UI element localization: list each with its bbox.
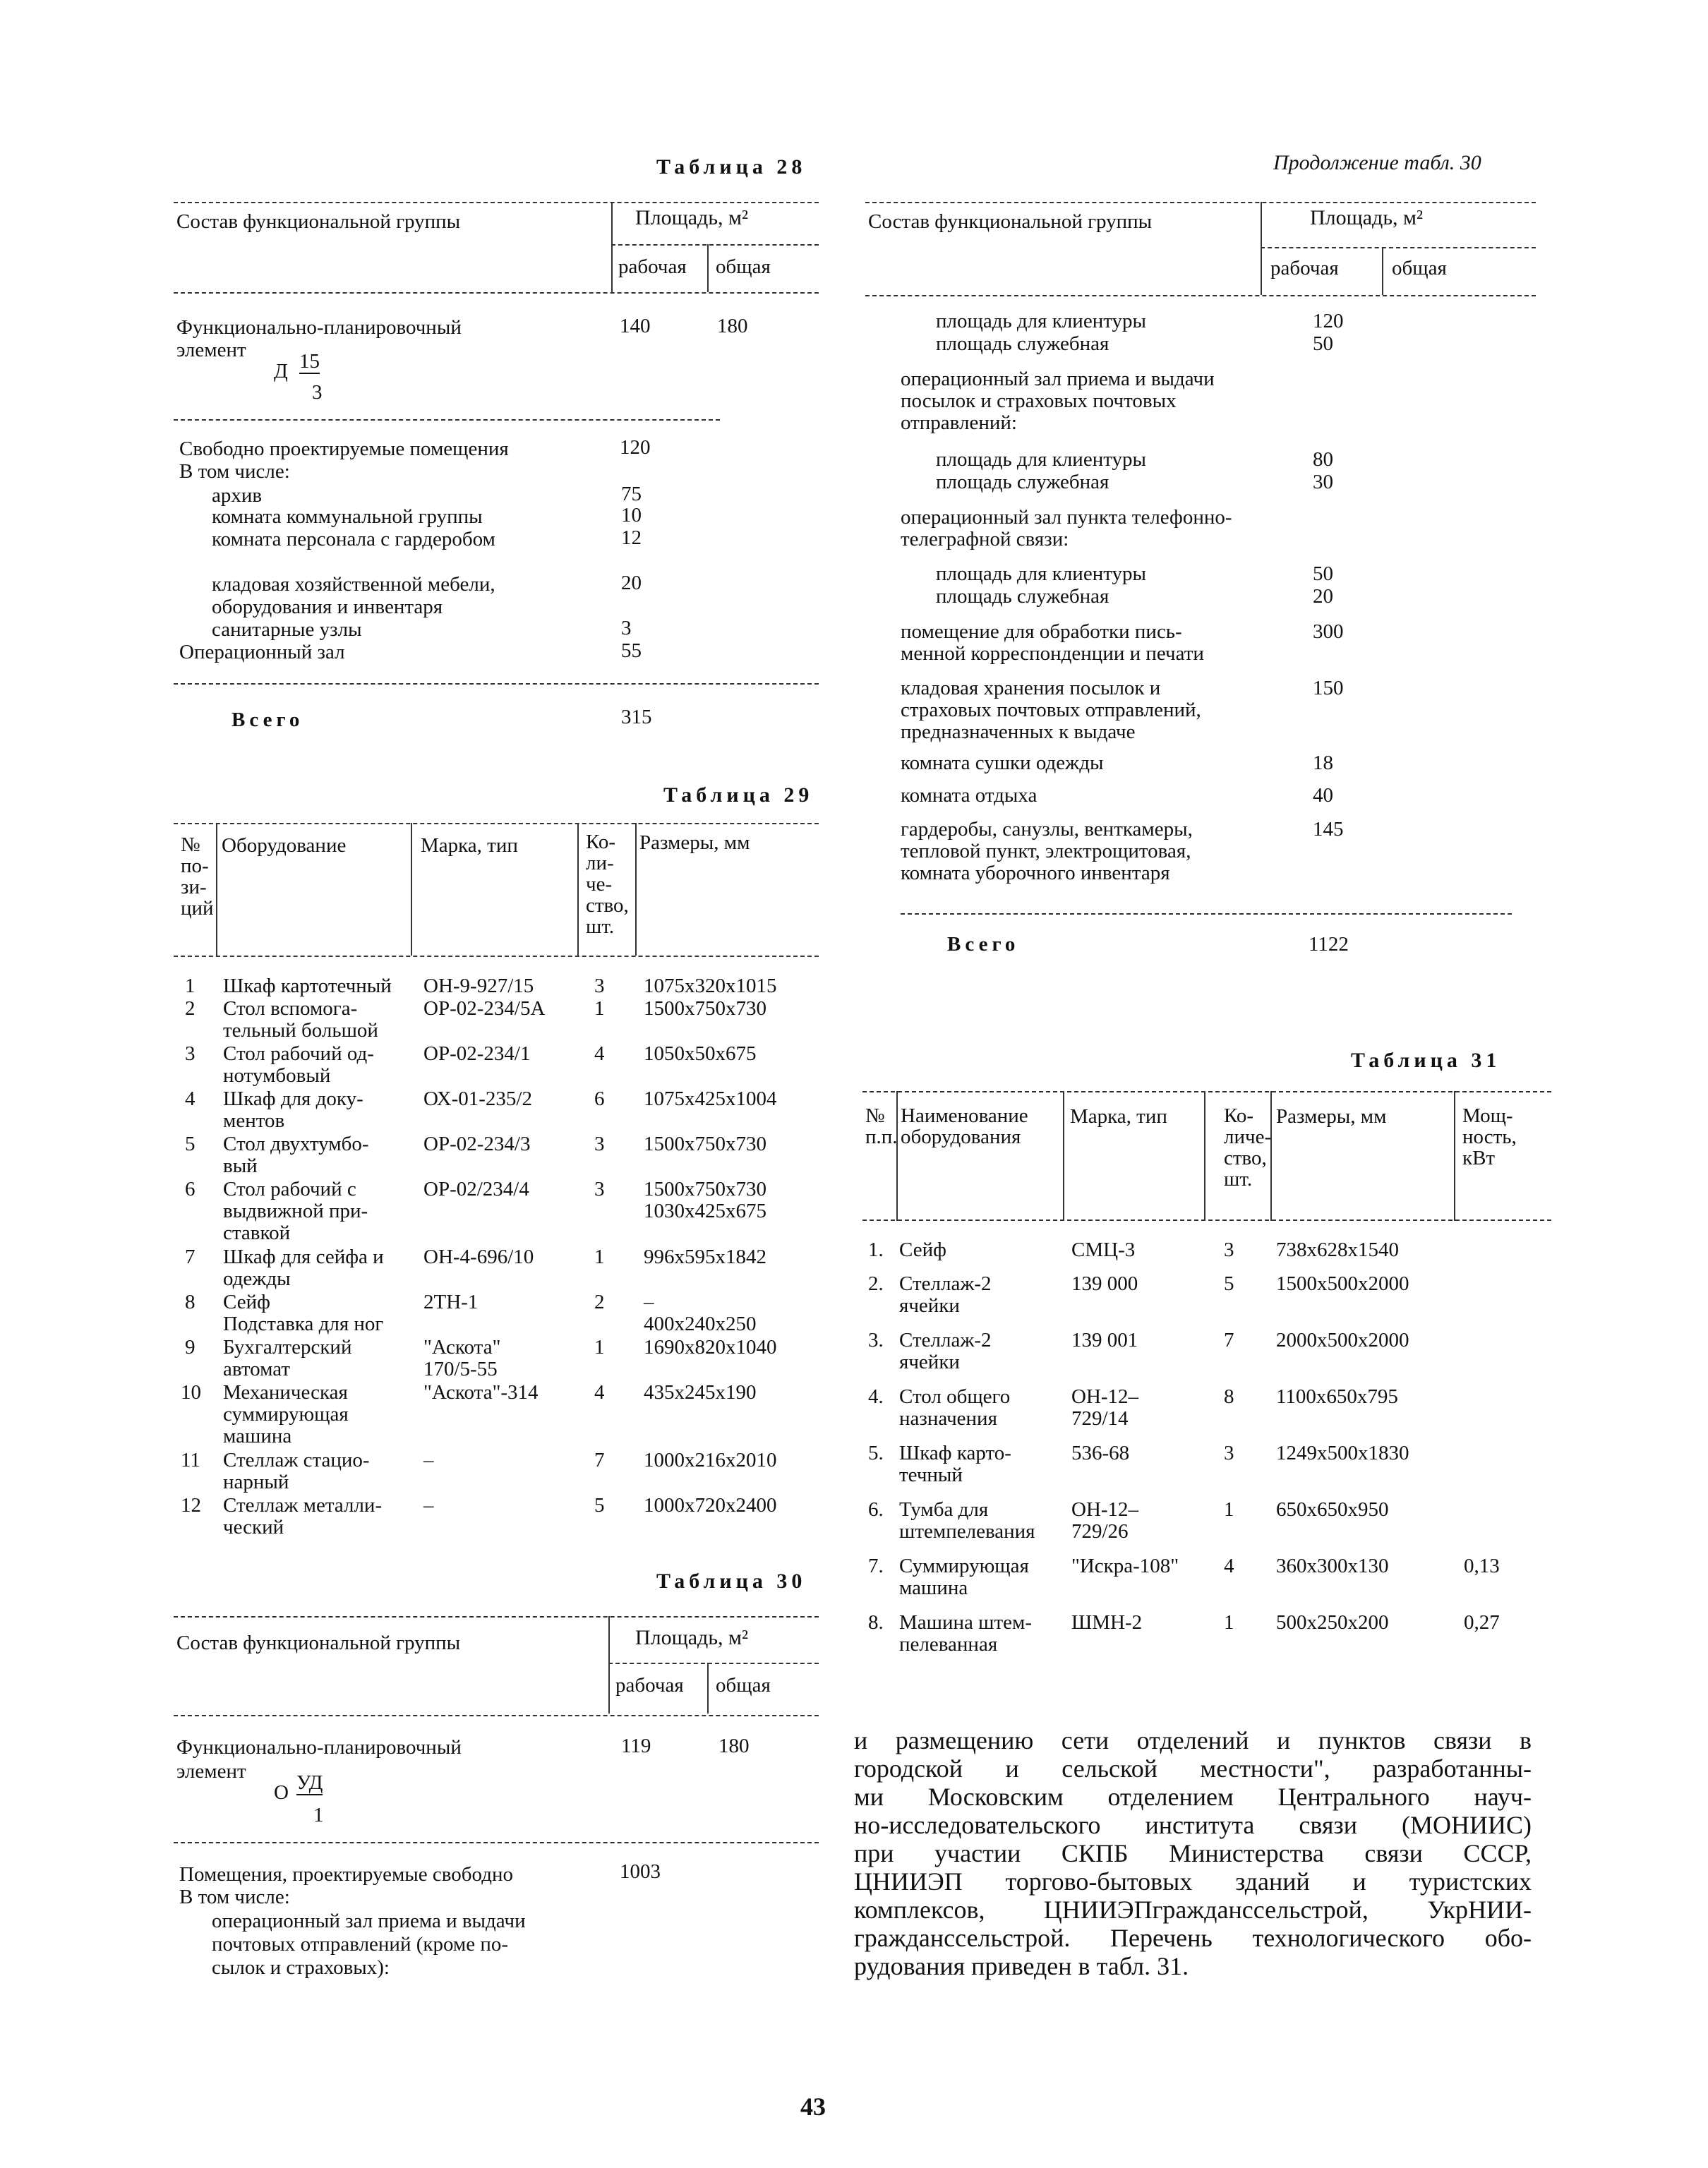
t29-row-size: 1050x50x675 — [644, 1042, 757, 1065]
t28-row-label: комната коммунальной группы — [212, 505, 483, 528]
t31-row-size: 1249x500x1830 — [1276, 1442, 1409, 1464]
t29-row-equipment: Механическая суммирующая машина — [223, 1381, 349, 1447]
t31-row-size: 1500x500x2000 — [1276, 1272, 1409, 1295]
t31-header-qty: Ко- личе- ство, шт. — [1224, 1104, 1272, 1191]
t29-row-qty: 4 — [594, 1042, 605, 1065]
t31-row-power: 0,27 — [1464, 1611, 1500, 1634]
t31-row-mark: ОН-12– 729/26 — [1071, 1498, 1139, 1543]
t29-row-equipment: Стол рабочий с выдвижной при- ставкой — [223, 1178, 368, 1244]
t29-row-mark: ОР-02-234/5А — [423, 997, 546, 1020]
t31-row-number: 3. — [868, 1329, 884, 1351]
t28-free-work: 120 — [620, 436, 651, 459]
t29-row-size: – 400x240x250 — [644, 1291, 757, 1335]
t30c-row-label: площадь для клиентуры — [936, 562, 1146, 585]
t29-row-mark: ОХ-01-235/2 — [423, 1088, 532, 1110]
t28-row-label: кладовая хозяйственной мебели, — [212, 573, 495, 596]
t31-row-mark: "Искра-108" — [1071, 1555, 1179, 1577]
table-28-header-work: рабочая — [618, 255, 687, 278]
t29-row-mark: "Аскота" 170/5-55 — [423, 1336, 501, 1380]
body-text-line: при участии СКПБ Министерства связи СССР, — [854, 1839, 1532, 1867]
t30c-row-label: гардеробы, санузлы, венткамеры, тепловой пункт, электрощитовая, комната уборочного инвентаря — [901, 818, 1193, 884]
t28-row-value: 10 — [621, 504, 642, 526]
table-30-header-work: рабочая — [615, 1674, 684, 1697]
t29-row-size: 435x245x190 — [644, 1381, 757, 1404]
t30c-row-label: помещение для обработки пись- менной корреспонденции и печати — [901, 620, 1204, 665]
t29-row-equipment: Стол вспомога- тельный большой — [223, 997, 378, 1042]
body-text-line: ЦНИИЭП торгово-бытовых зданий и туристских — [854, 1867, 1532, 1896]
t30c-row-label: площадь служебная — [936, 585, 1109, 608]
t29-row-qty: 3 — [594, 1178, 605, 1200]
t31-row-number: 7. — [868, 1555, 884, 1577]
t30c-header-area: Площадь, м² — [1310, 206, 1423, 229]
table-28-header-total: общая — [716, 255, 771, 278]
t29-row-size: 996x595x1842 — [644, 1246, 766, 1268]
t30c-total-label: Всего — [947, 933, 1020, 956]
t28-free-label: Свободно проектируемые помещения — [179, 438, 509, 460]
t29-row-size: 1000x216x2010 — [644, 1449, 777, 1471]
t29-row-size: 1500x750x730 — [644, 997, 766, 1020]
t31-header-power: Мощ- ность, кВт — [1462, 1104, 1517, 1169]
t29-header-qty: Ко- ли- че- ство, шт. — [586, 831, 629, 938]
t31-row-qty: 3 — [1224, 1239, 1234, 1261]
t30-fe-letter: О — [274, 1781, 289, 1804]
t28-row-label: архив — [212, 484, 263, 507]
t28-row-label: санитарные узлы — [212, 618, 362, 641]
t28-fe-num: 15 — [299, 350, 320, 373]
t29-row-size: 1000x720x2400 — [644, 1494, 777, 1517]
t29-row-size: 1500x750x730 1030x425x675 — [644, 1178, 766, 1222]
t30-fe-work: 119 — [621, 1735, 651, 1757]
t31-row-qty: 7 — [1224, 1329, 1234, 1351]
t29-row-number: 10 — [181, 1381, 201, 1404]
t29-row-equipment: Шкаф для доку- ментов — [223, 1088, 363, 1132]
t31-row-qty: 3 — [1224, 1442, 1234, 1464]
t31-row-name: Стеллаж-2 ячейки — [899, 1272, 992, 1317]
t31-row-mark: 536-68 — [1071, 1442, 1130, 1464]
t29-row-number: 4 — [185, 1088, 196, 1110]
t31-row-qty: 8 — [1224, 1385, 1234, 1408]
table-31-caption: Таблица 31 — [1351, 1049, 1501, 1072]
table-30-header-total: общая — [716, 1674, 771, 1697]
table-28-header-area: Площадь, м² — [635, 206, 748, 229]
body-text-line: комплексов, ЦНИИЭПгражданссельстрой, УкрНИИ- — [854, 1896, 1532, 1924]
t29-row-number: 9 — [185, 1336, 196, 1359]
t31-row-power: 0,13 — [1464, 1555, 1500, 1577]
t30c-row-label: площадь служебная — [936, 471, 1109, 493]
t29-row-equipment: Стеллаж стацио- нарный — [223, 1449, 370, 1493]
t30c-total-value: 1122 — [1309, 933, 1349, 956]
t30c-row-label: площадь для клиентуры — [936, 448, 1146, 471]
t29-row-number: 3 — [185, 1042, 196, 1065]
t31-row-size: 1100x650x795 — [1276, 1385, 1398, 1408]
t29-header-eq: Оборудование — [222, 834, 347, 857]
t28-row-value: 20 — [621, 572, 642, 594]
t30c-header-work: рабочая — [1270, 257, 1339, 279]
t29-row-number: 12 — [181, 1494, 201, 1517]
t28-row-label: Операционный зал — [179, 641, 345, 663]
t29-row-qty: 3 — [594, 1133, 605, 1155]
t31-row-size: 650x650x950 — [1276, 1498, 1389, 1521]
t31-row-number: 2. — [868, 1272, 884, 1295]
t30c-row-value: 18 — [1313, 752, 1333, 774]
t30c-row-value: 30 — [1313, 471, 1333, 493]
t31-row-qty: 1 — [1224, 1498, 1234, 1521]
body-text-line: но-исследовательского института связи (МОНИИС) — [854, 1811, 1532, 1839]
t29-header-mark: Марка, тип — [421, 834, 518, 857]
t31-row-number: 8. — [868, 1611, 884, 1634]
t30-fe-label2: элемент — [176, 1760, 246, 1783]
t30c-row-value: 50 — [1313, 562, 1333, 585]
t29-row-qty: 1 — [594, 997, 605, 1020]
t29-row-mark: ОН-4-696/10 — [423, 1246, 534, 1268]
t31-row-mark: ОН-12– 729/14 — [1071, 1385, 1139, 1430]
page-number: 43 — [800, 2092, 826, 2121]
t29-row-qty: 2 — [594, 1291, 605, 1313]
t29-row-qty: 1 — [594, 1246, 605, 1268]
t29-row-number: 11 — [181, 1449, 200, 1471]
t29-row-mark: 2ТН-1 — [423, 1291, 479, 1313]
t28-total-label: Всего — [231, 709, 304, 731]
t31-row-size: 500x250x200 — [1276, 1611, 1389, 1634]
t29-row-mark: ОР-02-234/1 — [423, 1042, 531, 1065]
t28-row-label: оборудования и инвентаря — [212, 596, 443, 618]
t29-row-qty: 3 — [594, 975, 605, 997]
t30-fe-total: 180 — [718, 1735, 750, 1757]
t31-row-qty: 5 — [1224, 1272, 1234, 1295]
t30-incl: В том числе: — [179, 1886, 290, 1908]
t31-row-mark: СМЦ-3 — [1071, 1239, 1136, 1261]
t31-row-name: Суммирующая машина — [899, 1555, 1029, 1599]
t28-row-value: 12 — [621, 526, 642, 549]
t30c-row-label: площадь для клиентуры — [936, 310, 1146, 332]
t31-row-name: Стол общего назначения — [899, 1385, 1011, 1430]
t30c-row-value: 80 — [1313, 448, 1333, 471]
t29-row-number: 7 — [185, 1246, 196, 1268]
t29-row-mark: – — [423, 1449, 434, 1471]
body-text-line: ми Московским отделением Центрального науч- — [854, 1783, 1532, 1811]
t28-total-value: 315 — [621, 706, 652, 728]
t29-row-mark: ОН-9-927/15 — [423, 975, 534, 997]
table-30-header-area: Площадь, м² — [635, 1626, 748, 1649]
table-30-caption: Таблица 30 — [656, 1570, 807, 1593]
t31-row-name: Машина штем- пелеванная — [899, 1611, 1033, 1656]
t31-row-number: 6. — [868, 1498, 884, 1521]
t29-row-equipment: Шкаф картотечный — [223, 975, 392, 997]
t31-row-size: 2000x500x2000 — [1276, 1329, 1409, 1351]
t30c-row-value: 300 — [1313, 620, 1344, 643]
t29-row-qty: 7 — [594, 1449, 605, 1471]
t29-row-mark: ОР-02-234/3 — [423, 1133, 531, 1155]
t29-row-size: 1690x820x1040 — [644, 1336, 777, 1359]
t29-row-equipment: Стеллаж металли- ческий — [223, 1494, 383, 1538]
table-30-header-group: Состав функциональной группы — [176, 1632, 461, 1654]
t30-free-work: 1003 — [620, 1860, 661, 1883]
t28-row-label: комната персонала с гардеробом — [212, 528, 495, 550]
t29-row-size: 1500x750x730 — [644, 1133, 766, 1155]
t29-row-equipment: Стол двухтумбо- вый — [223, 1133, 369, 1177]
t28-row-value: 55 — [621, 639, 642, 662]
t29-row-size: 1075x425x1004 — [644, 1088, 777, 1110]
t29-row-equipment: Шкаф для сейфа и одежды — [223, 1246, 384, 1290]
t30c-row-value: 120 — [1313, 310, 1344, 332]
t30c-row-label: площадь служебная — [936, 332, 1109, 355]
t29-row-qty: 5 — [594, 1494, 605, 1517]
t29-header-no: № по- зи- ций — [181, 833, 214, 920]
t29-row-qty: 6 — [594, 1088, 605, 1110]
t30c-header-total: общая — [1392, 257, 1447, 279]
t30c-header-group: Состав функциональной группы — [868, 210, 1153, 233]
t29-row-mark: "Аскота"-314 — [423, 1381, 539, 1404]
t31-row-qty: 4 — [1224, 1555, 1234, 1577]
t29-row-number: 2 — [185, 997, 196, 1020]
t29-row-number: 5 — [185, 1133, 196, 1155]
table-29-caption: Таблица 29 — [663, 783, 814, 807]
t29-row-number: 1 — [185, 975, 196, 997]
t28-incl: В том числе: — [179, 460, 290, 483]
t31-row-number: 4. — [868, 1385, 884, 1408]
t29-row-mark: – — [423, 1494, 434, 1517]
t31-header-no: № п.п. — [865, 1104, 898, 1148]
t30c-row-value: 145 — [1313, 818, 1344, 841]
t31-row-mark: ШМН-2 — [1071, 1611, 1143, 1634]
t28-fe-label: Функционально-планировочный — [176, 316, 462, 339]
t30c-row-label: операционный зал пункта телефонно- телеграфной связи: — [901, 506, 1232, 550]
body-text-line: гражданссельстрой. Перечень технологического обо- — [854, 1924, 1532, 1952]
t30c-row-label: комната отдыха — [901, 784, 1038, 807]
t31-row-size: 738x628x1540 — [1276, 1239, 1399, 1261]
t31-row-name: Шкаф карто- течный — [899, 1442, 1011, 1486]
table-28-caption: Таблица 28 — [656, 155, 807, 179]
t28-fe-den: 3 — [312, 381, 323, 404]
t31-row-size: 360x300x130 — [1276, 1555, 1389, 1577]
t30c-row-label: комната сушки одежды — [901, 752, 1104, 774]
t28-fe-label2: элемент — [176, 339, 246, 361]
t29-row-qty: 4 — [594, 1381, 605, 1404]
t28-fe-letter: Д — [274, 360, 288, 383]
t28-fe-work: 140 — [620, 315, 651, 337]
t29-row-number: 6 — [185, 1178, 196, 1200]
t31-header-size: Размеры, мм — [1276, 1105, 1387, 1128]
body-text-line: рудования приведен в табл. 31. — [854, 1952, 1189, 1980]
t29-row-equipment: Сейф Подставка для ног — [223, 1291, 384, 1335]
t31-header-name: Наименование оборудования — [901, 1104, 1028, 1148]
body-text-line: и размещению сети отделений и пунктов связи в — [854, 1726, 1532, 1754]
t31-row-mark: 139 000 — [1071, 1272, 1138, 1295]
t30c-row-value: 50 — [1313, 332, 1333, 355]
t30c-row-value: 150 — [1313, 677, 1344, 699]
t31-row-number: 5. — [868, 1442, 884, 1464]
t30c-row-value: 20 — [1313, 585, 1333, 608]
t29-row-qty: 1 — [594, 1336, 605, 1359]
t29-row-number: 8 — [185, 1291, 196, 1313]
t31-row-name: Тумба для штемпелевания — [899, 1498, 1035, 1543]
t28-row-value: 3 — [621, 617, 632, 639]
t28-row-value: 75 — [621, 483, 642, 505]
t28-fe-total: 180 — [717, 315, 748, 337]
t30-fe-den: 1 — [313, 1804, 324, 1826]
body-text-line: городской и сельской местности", разработанны- — [854, 1754, 1532, 1783]
t30c-row-label: операционный зал приема и выдачи посылок и страховых почтовых отправлений: — [901, 368, 1215, 434]
t29-row-size: 1075x320x1015 — [644, 975, 777, 997]
t30-free-label: Помещения, проектируемые свободно — [179, 1863, 513, 1886]
t31-row-mark: 139 001 — [1071, 1329, 1138, 1351]
t30c-row-value: 40 — [1313, 784, 1333, 807]
table-28-header-group: Состав функциональной группы — [176, 210, 461, 233]
t29-row-equipment: Бухгалтерский автомат — [223, 1336, 352, 1380]
t29-row-equipment: Стол рабочий од- нотумбовый — [223, 1042, 374, 1087]
t31-header-mark: Марка, тип — [1070, 1105, 1167, 1128]
t29-header-size: Размеры, мм — [639, 831, 750, 854]
t30-fe-num: УД — [296, 1771, 323, 1794]
t31-row-name: Стеллаж-2 ячейки — [899, 1329, 992, 1373]
t31-row-number: 1. — [868, 1239, 884, 1261]
t30-fe-label: Функционально-планировочный — [176, 1736, 462, 1759]
t30c-caption: Продолжение табл. 30 — [1273, 151, 1481, 174]
body-paragraph — [854, 1726, 1532, 1980]
t30c-row-label: кладовая хранения посылок и страховых почтовых отправлений, предназначенных к выдаче — [901, 677, 1201, 743]
t31-row-qty: 1 — [1224, 1611, 1234, 1634]
t30-sub1: операционный зал приема и выдачи почтовых отправлений (кроме по- сылок и страховых): — [212, 1910, 526, 1979]
t31-row-name: Сейф — [899, 1239, 946, 1261]
t29-row-mark: ОР-02/234/4 — [423, 1178, 529, 1200]
